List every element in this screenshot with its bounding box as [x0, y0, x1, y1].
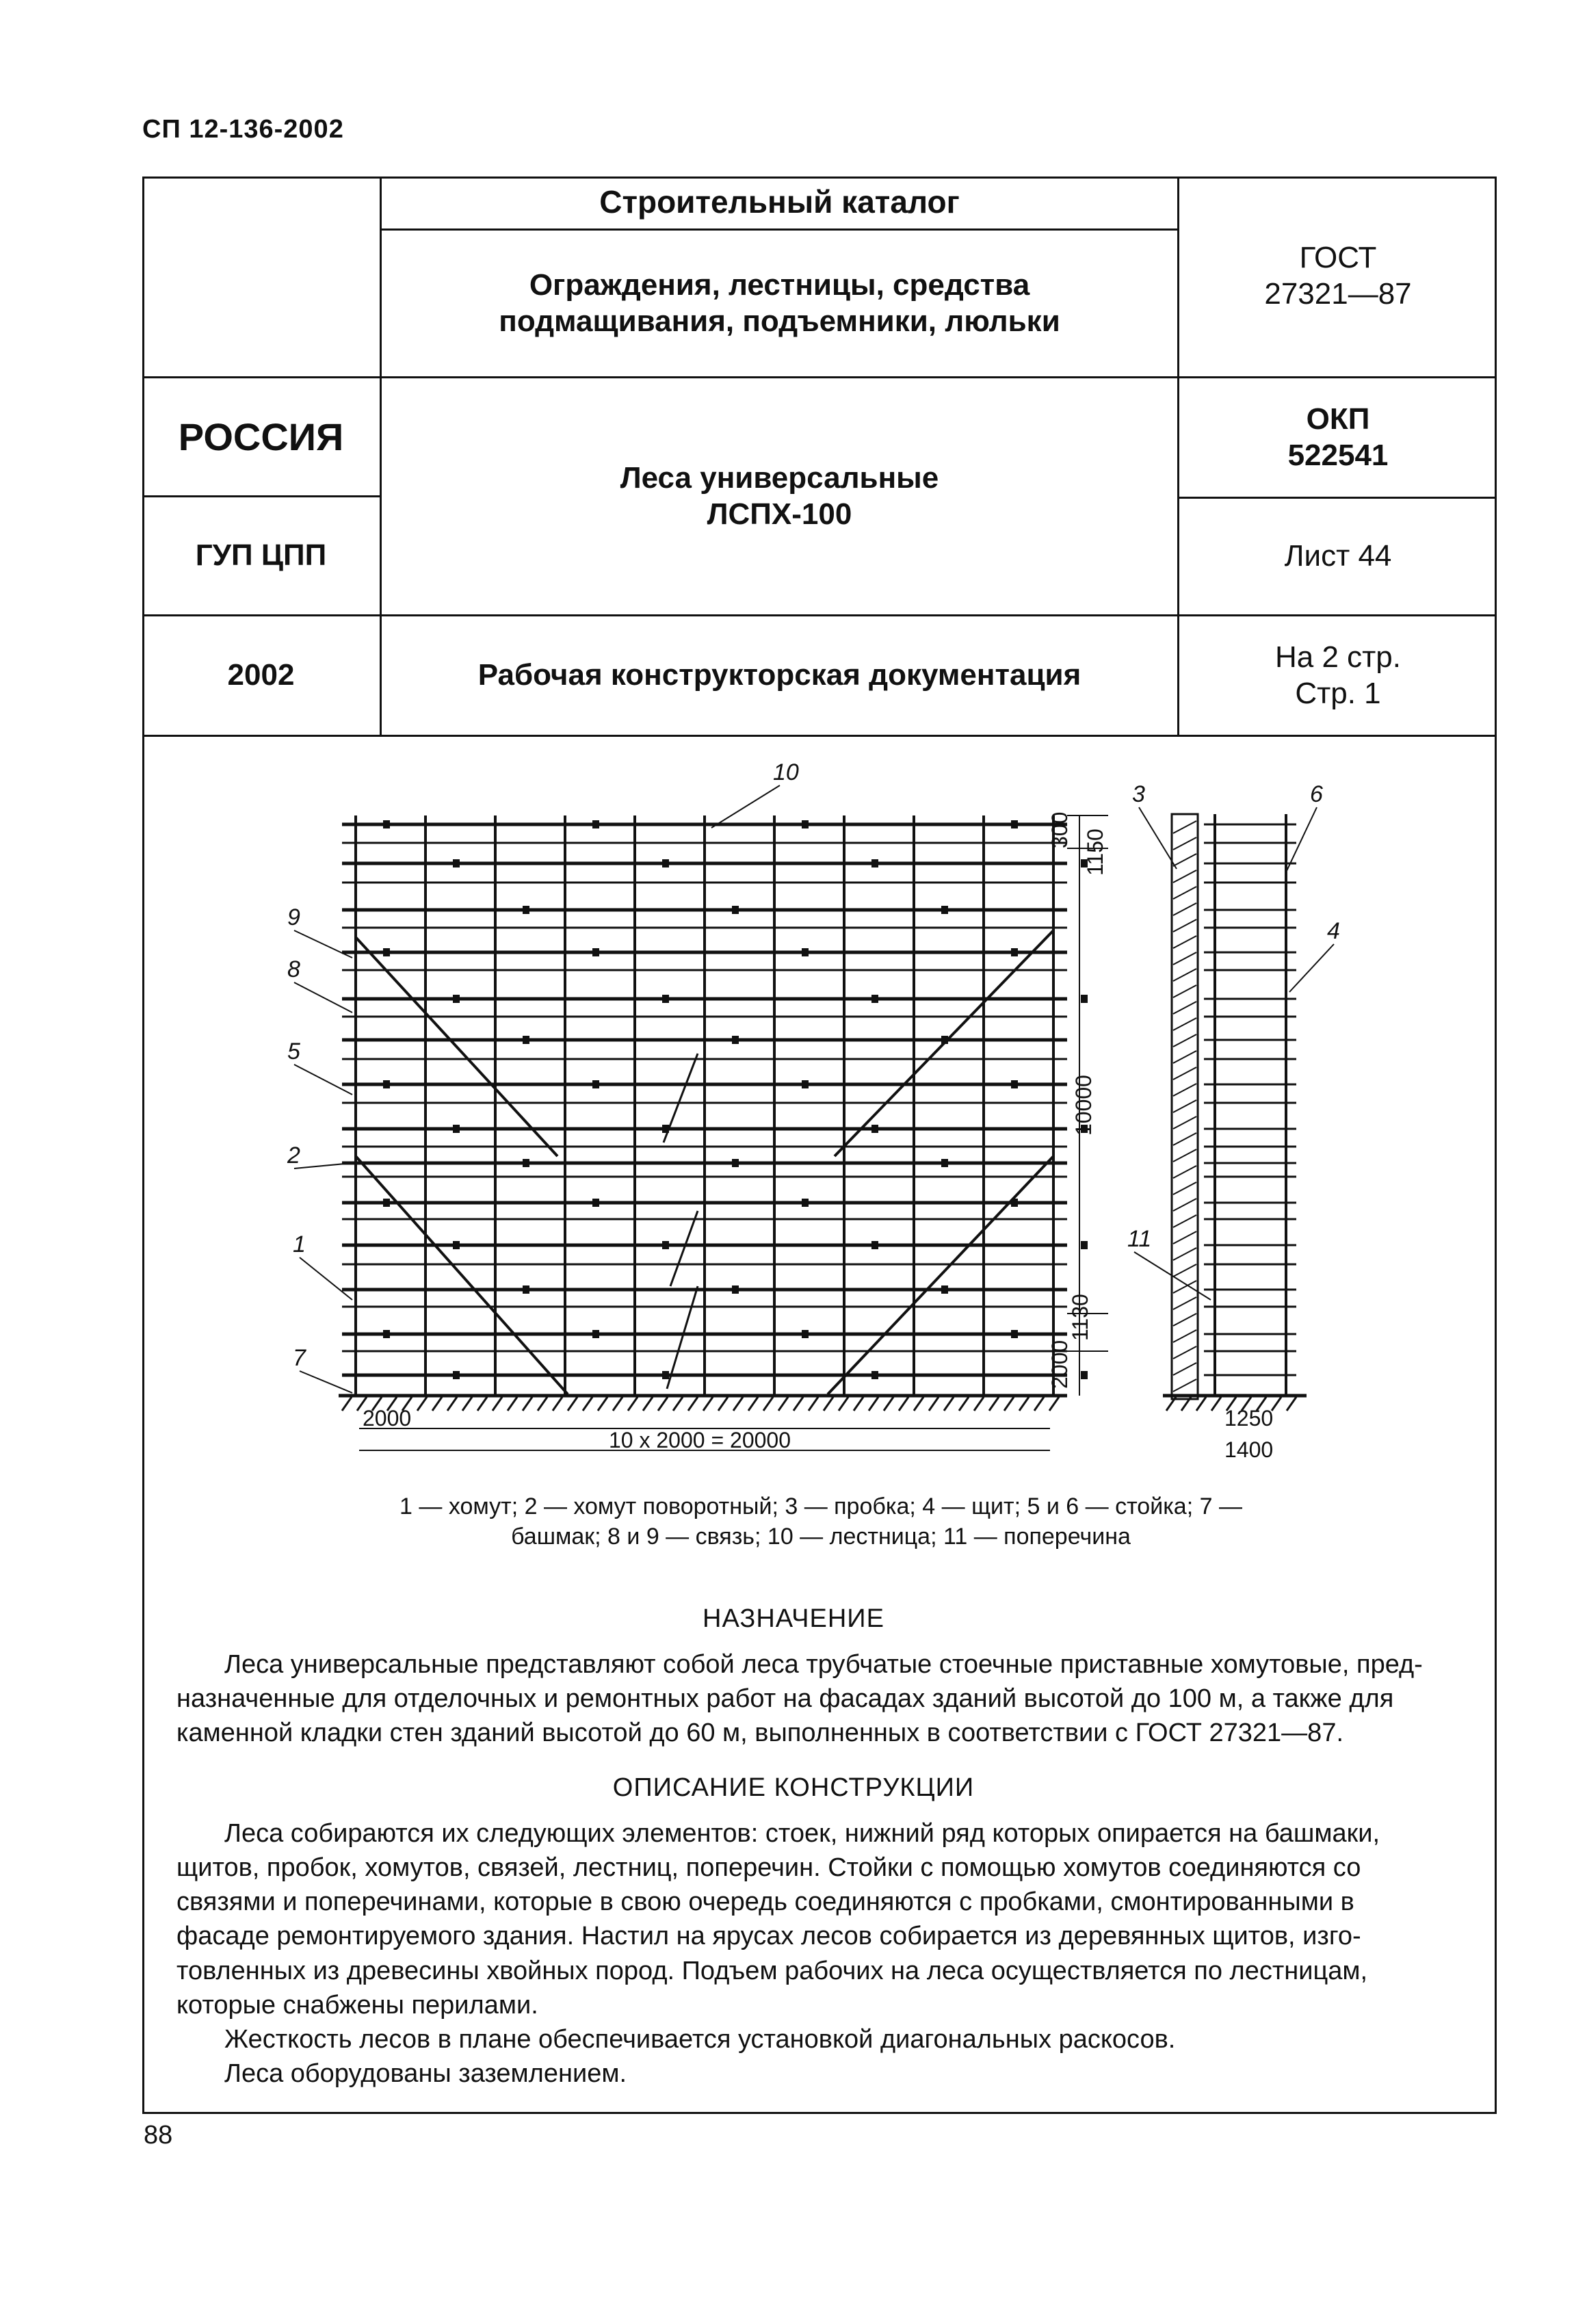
clamp-mark — [592, 820, 599, 828]
ground-hatch — [688, 1397, 698, 1411]
callout-6: 6 — [1310, 781, 1323, 807]
wall-hatch — [1173, 837, 1196, 850]
construction-line: связями и поперечинами, которые в свою очередь соединяются с пробками, смонтированными в — [176, 1888, 1354, 1917]
wall-hatch — [1173, 1166, 1196, 1178]
ground-hatch — [538, 1397, 547, 1411]
ground-hatch — [944, 1397, 954, 1411]
year-label: 2002 — [227, 658, 295, 692]
wall-hatch — [1173, 1149, 1196, 1162]
clamp-mark — [523, 1285, 529, 1294]
callout-9: 9 — [287, 904, 300, 930]
clamp-mark — [383, 1080, 390, 1088]
wall-hatch — [1173, 1002, 1196, 1014]
sheet-number: Лист 44 — [1284, 539, 1392, 573]
ground-hatch — [824, 1397, 833, 1411]
clamp-mark — [1011, 820, 1018, 828]
ground-hatch — [432, 1397, 442, 1411]
clamp-mark — [871, 1371, 878, 1379]
page-number: 88 — [144, 2121, 173, 2150]
clamp-mark — [662, 1371, 669, 1379]
clamp-mark — [941, 1285, 948, 1294]
construction-line: Леса оборудованы заземлением. — [224, 2059, 627, 2089]
clamp-mark — [871, 1241, 878, 1249]
construction-line: товленных из древесины хвойных пород. Подъем рабочих на леса осуществляется по лестницам, — [176, 1956, 1368, 1985]
clamp-mark — [453, 1371, 460, 1379]
callout-2: 2 — [287, 1143, 300, 1168]
callout-7: 7 — [293, 1345, 306, 1371]
callout-labels — [287, 759, 1340, 1393]
diagonal-brace — [835, 930, 1053, 1156]
wall-hatch — [1173, 1363, 1196, 1375]
dim-1250: 1250 — [1224, 1406, 1274, 1431]
wall-hatch — [1173, 1182, 1196, 1194]
ground-hatch — [914, 1397, 923, 1411]
wall-hatch — [1173, 1330, 1196, 1342]
clamp-mark — [592, 1199, 599, 1207]
clamp-mark — [1081, 995, 1088, 1003]
ladder-segment — [670, 1211, 698, 1286]
ground-hatch — [462, 1397, 472, 1411]
purpose-line: назначенные для отделочных и ремонтных работ на фасадах зданий высотой до 100 м, а также для — [176, 1684, 1394, 1714]
ground-hatch — [959, 1397, 969, 1411]
clamp-mark — [523, 1159, 529, 1167]
wall-hatch — [1173, 1264, 1196, 1277]
dim-span-total: 10 x 2000 = 20000 — [609, 1428, 791, 1452]
clamp-mark — [383, 820, 390, 828]
wall-hatch — [1173, 952, 1196, 965]
product-line2: ЛСПХ-100 — [707, 497, 852, 531]
callout-11: 11 — [1127, 1226, 1152, 1252]
ground-hatch — [553, 1397, 562, 1411]
gost-line2: 27321—87 — [1264, 277, 1412, 311]
pages-line1: На 2 стр. — [1274, 640, 1401, 674]
ground-hatch — [613, 1397, 622, 1411]
construction-line: которые снабжены перилами. — [176, 1990, 538, 2020]
wall-hatch — [1173, 1133, 1196, 1145]
ground-hatch — [342, 1397, 352, 1411]
wall-hatch — [1173, 985, 1196, 997]
callout-5: 5 — [287, 1039, 300, 1065]
ground-hatch — [869, 1397, 878, 1411]
ground-hatch — [989, 1397, 999, 1411]
ground-hatch — [778, 1397, 788, 1411]
ground-hatch — [598, 1397, 607, 1411]
clamp-mark — [871, 1125, 878, 1133]
ground-hatch — [974, 1397, 984, 1411]
ground-hatch — [508, 1397, 517, 1411]
clamp-mark — [383, 1199, 390, 1207]
catalog-title: Строительный каталог — [599, 184, 960, 220]
ground-hatch — [477, 1397, 487, 1411]
clamp-mark — [1081, 1371, 1088, 1379]
callout-1: 1 — [293, 1231, 306, 1257]
purpose-text — [176, 1647, 1463, 1750]
wall-hatch — [1173, 936, 1196, 948]
callout-leader — [294, 1065, 352, 1095]
clamp-mark — [871, 995, 878, 1003]
purpose-line: каменной кладки стен зданий высотой до 60 м, выполненных в соответствии с ГОСТ 27321—87. — [176, 1719, 1344, 1748]
callout-leader — [711, 785, 780, 828]
scaffold-side-view — [1163, 814, 1307, 1411]
clamp-mark — [732, 1036, 739, 1044]
ground-hatch — [1049, 1397, 1059, 1411]
clamp-mark — [453, 1241, 460, 1249]
wall-hatch — [1173, 1034, 1196, 1047]
dim-1150: 1150 — [1083, 828, 1107, 876]
ground-hatch — [794, 1397, 803, 1411]
wall-hatch — [1173, 1281, 1196, 1293]
caption-line1: 1 — хомут; 2 — хомут поворотный; 3 — пробка; 4 — щит; 5 и 6 — стойка; 7 — — [399, 1493, 1242, 1519]
clamp-mark — [592, 948, 599, 956]
ground-hatch — [748, 1397, 758, 1411]
clamp-mark — [383, 948, 390, 956]
clamp-mark — [453, 995, 460, 1003]
dim-1130: 1130 — [1068, 1294, 1092, 1341]
wall-hatch — [1173, 821, 1196, 833]
side-ground-hatch — [1287, 1397, 1296, 1411]
ground-hatch — [884, 1397, 893, 1411]
figure-caption — [322, 1491, 1320, 1552]
wall-hatch — [1173, 1248, 1196, 1260]
product-line1: Леса универсальные — [620, 460, 939, 495]
ground-hatch — [447, 1397, 457, 1411]
callout-leader — [294, 1163, 352, 1168]
clamp-mark — [732, 1285, 739, 1294]
dim-2000-vertical: 2000 — [1047, 1340, 1072, 1389]
wall-hatch — [1173, 1117, 1196, 1129]
construction-line: Леса собираются их следующих элементов: стоек, нижний ряд которых опирается на башмаки, — [224, 1819, 1380, 1848]
construction-line: щитов, пробок, хомутов, связей, лестниц, поперечин. Стойки с помощью хомутов соединяются со — [176, 1853, 1361, 1883]
wall-hatch — [1173, 1379, 1196, 1392]
dim-2000-horizontal: 2000 — [363, 1406, 412, 1431]
wall-hatch — [1173, 1100, 1196, 1112]
wall-hatch — [1173, 1084, 1196, 1096]
wall-hatch — [1173, 887, 1196, 899]
clamp-mark — [802, 1199, 809, 1207]
wall-hatch — [1173, 1231, 1196, 1244]
clamp-mark — [523, 906, 529, 914]
clamp-mark — [871, 859, 878, 867]
ground-hatch — [929, 1397, 939, 1411]
dim-10000: 10000 — [1071, 1075, 1096, 1136]
wall-hatch — [1173, 1297, 1196, 1309]
clamp-mark — [592, 1080, 599, 1088]
callout-leader — [1286, 807, 1317, 872]
dim-1400: 1400 — [1224, 1437, 1274, 1462]
ground-hatch — [493, 1397, 502, 1411]
construction-line: Жесткость лесов в плане обеспечивается установкой диагональных раскосов. — [224, 2024, 1176, 2054]
ground-hatch — [643, 1397, 653, 1411]
wall-hatch — [1173, 1199, 1196, 1211]
ground-hatch — [1019, 1397, 1029, 1411]
clamp-mark — [1081, 1241, 1088, 1249]
clamp-mark — [802, 948, 809, 956]
document-type: Рабочая конструкторская документация — [477, 658, 1081, 692]
okp-label: ОКП — [1306, 402, 1370, 436]
wall-hatch — [1173, 1314, 1196, 1326]
clamp-mark — [802, 1080, 809, 1088]
clamp-mark — [453, 859, 460, 867]
ground-hatch — [673, 1397, 683, 1411]
ground-hatch — [839, 1397, 848, 1411]
clamp-mark — [732, 906, 739, 914]
clamp-mark — [523, 1036, 529, 1044]
ground-hatch — [899, 1397, 908, 1411]
wall-hatch — [1173, 903, 1196, 915]
wall-hatch — [1173, 854, 1196, 866]
callout-10: 10 — [773, 759, 799, 785]
ground-hatch — [1034, 1397, 1044, 1411]
construction-heading: ОПИСАНИЕ КОНСТРУКЦИИ — [612, 1773, 975, 1802]
wall-hatch — [1173, 1215, 1196, 1227]
wall-hatch — [1173, 919, 1196, 932]
organization-label: ГУП ЦПП — [195, 538, 327, 573]
wall-hatch — [1173, 969, 1196, 981]
clamp-mark — [453, 1125, 460, 1133]
construction-line: фасаде ремонтируемого здания. Настил на ярусах лесов собирается из деревянных щитов, изго- — [176, 1922, 1361, 1951]
clamp-mark — [802, 820, 809, 828]
section-title-line1: Ограждения, лестницы, средства — [529, 267, 1030, 302]
callout-leader — [294, 930, 352, 958]
ground-hatch — [658, 1397, 668, 1411]
section-title-line2: подмащивания, подъемники, люльки — [499, 304, 1060, 338]
gost-line1: ГОСТ — [1299, 241, 1377, 275]
callout-8: 8 — [287, 956, 300, 982]
ground-hatch — [733, 1397, 743, 1411]
clamp-mark — [732, 1159, 739, 1167]
clamp-mark — [592, 1330, 599, 1338]
dim-300: 300 — [1047, 811, 1072, 848]
ground-hatch — [809, 1397, 818, 1411]
ground-hatch — [568, 1397, 577, 1411]
clamp-mark — [662, 859, 669, 867]
ground-hatch — [628, 1397, 638, 1411]
purpose-heading: НАЗНАЧЕНИЕ — [703, 1604, 884, 1633]
clamp-mark — [1011, 1330, 1018, 1338]
wall-hatch — [1173, 1051, 1196, 1063]
country-label: РОССИЯ — [178, 415, 344, 458]
caption-line2: башмак; 8 и 9 — связь; 10 — лестница; 11 — поперечина — [511, 1524, 1131, 1550]
clamp-mark — [941, 1159, 948, 1167]
ground-hatch — [703, 1397, 713, 1411]
ground-hatch — [854, 1397, 863, 1411]
clamp-mark — [802, 1330, 809, 1338]
side-ground-hatch — [1211, 1397, 1221, 1411]
document-code: СП 12-136-2002 — [142, 115, 344, 144]
clamp-mark — [662, 1241, 669, 1249]
diagonal-brace — [356, 1156, 568, 1394]
clamp-mark — [662, 995, 669, 1003]
callout-3: 3 — [1132, 781, 1145, 807]
wall-hatch — [1173, 1346, 1196, 1359]
clamp-mark — [1011, 1080, 1018, 1088]
ground-hatch — [583, 1397, 592, 1411]
ground-hatch — [1004, 1397, 1014, 1411]
ground-hatch — [417, 1397, 427, 1411]
okp-value: 522541 — [1287, 438, 1389, 472]
ground-hatch — [718, 1397, 728, 1411]
clamp-mark — [941, 906, 948, 914]
wall-hatch — [1173, 870, 1196, 883]
callout-4: 4 — [1327, 918, 1340, 944]
scaffold-front-view — [339, 815, 1108, 1450]
wall-hatch — [1173, 1067, 1196, 1080]
purpose-line: Леса универсальные представляют собой леса трубчатые стоечные приставные хомутовые, пред- — [224, 1650, 1423, 1679]
clamp-mark — [1011, 948, 1018, 956]
clamp-mark — [383, 1330, 390, 1338]
diagonal-brace — [828, 1156, 1053, 1394]
pages-line2: Стр. 1 — [1295, 676, 1381, 710]
ground-hatch — [523, 1397, 532, 1411]
construction-text — [176, 1816, 1463, 2091]
wall-hatch — [1173, 1018, 1196, 1030]
ground-hatch — [763, 1397, 773, 1411]
